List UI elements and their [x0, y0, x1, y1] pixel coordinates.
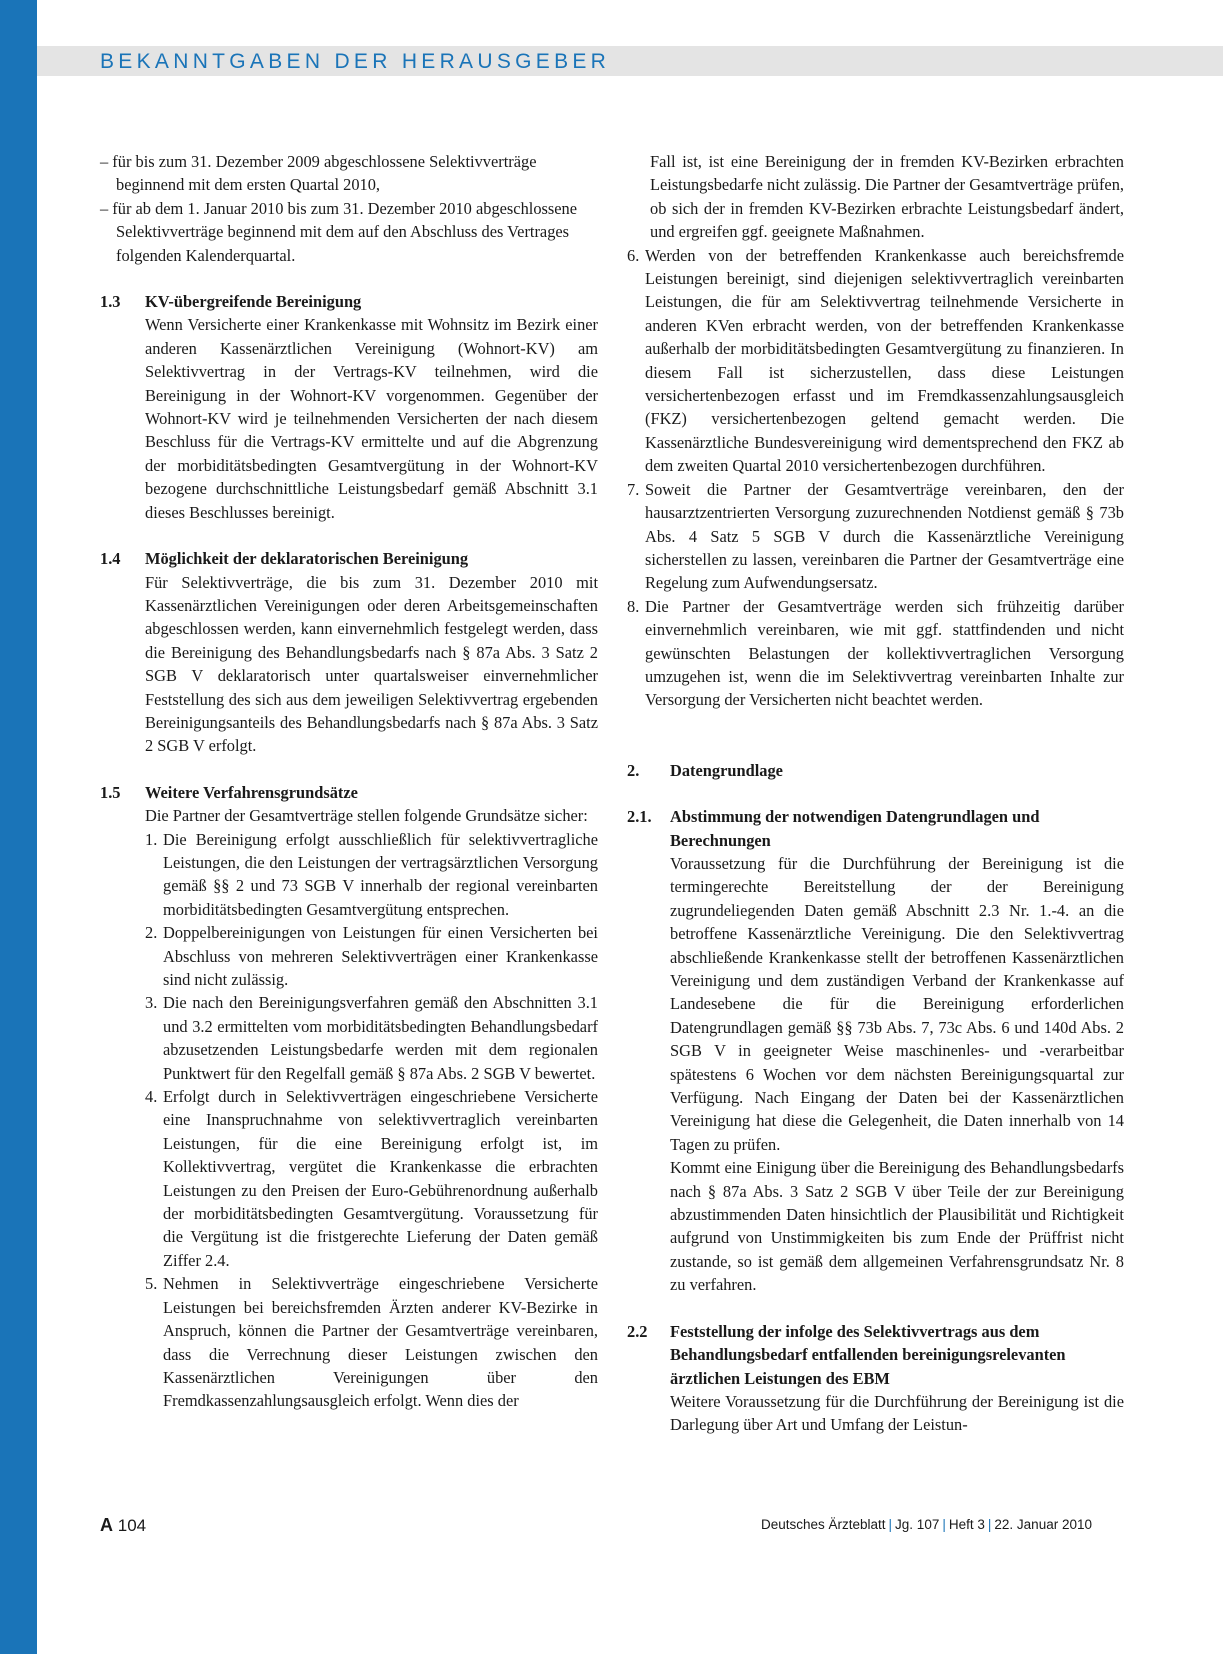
intro-item: – für bis zum 31. Dezember 2009 abgeschlossene Selektivverträge beginnend mit dem ersten Quartal 2010,	[100, 152, 537, 195]
section-number: 1.4	[100, 549, 121, 569]
list-item: 2. Doppelbereinigungen von Leistungen für einen Versicherten bei Abschluss von mehreren Selektivverträgen einer Krankenkasse sind nicht zulässig.	[145, 923, 598, 989]
section-number: 2.	[627, 760, 640, 780]
numbered-list	[627, 244, 1124, 712]
section-text: Kommt eine Einigung über die Bereinigung des Behandlungsbedarfs nach § 87a Abs. 3 Satz 2 SGB V über Teile der zur Bereinigung abzustimmenden Daten hinsichtlich der Plausibilität und Richtigkeit aufgrund von Unstimmigkeiten bis zum Ende der Prüffrist nicht zustande, so ist gemäß dem allgemeinen Verfahrensgrundsatz Nr. 8 zu verfahren.	[670, 1158, 1124, 1295]
journal-name: Deutsches Ärzteblatt	[760, 1517, 886, 1532]
journal-info	[761, 1514, 1092, 1536]
section-title: KV-übergreifende Bereinigung	[145, 292, 362, 312]
page-letter: A	[100, 1515, 113, 1535]
journal-volume: Jg. 107	[895, 1517, 940, 1532]
section-heading	[100, 781, 598, 804]
section-number: 1.3	[100, 292, 121, 312]
section-number: 2.1.	[627, 807, 652, 827]
section-text: Voraussetzung für die Durchführung der Bereinigung ist die termingerechte Bereitstellung der der Bereinigung zugrundeliegenden Daten gemäß Abschnitt 2.3 Nr. 1.-4. an die betroffene Kassenärztliche Vereinigung. Die den Selektivvertrag abschließende Krankenkasse stellt der betroffenen Kassenärztlichen Vereinigung und dem zuständigen Verband der Krankenkasse auf Landesebene die für die Bereinigung erforderlichen Datengrundlagen gemäß §§ 73b Abs. 7, 73c Abs. 6 und 140d Abs. 2 SGB V in geeigneter Weise maschinenles- und -verarbeitbar spätestens 6 Wochen vor dem nächsten Bereinigungsquartal zur Verfügung. Nach Eingang der Daten bei der Kassenärztlichen Vereinigung hat diese die Gelegenheit, die Daten innerhalb von 14 Tagen zu prüfen.	[670, 853, 1124, 1154]
journal-issue: Heft 3	[948, 1517, 985, 1532]
section-text: Wenn Versicherte einer Krankenkasse mit Wohnsitz im Bezirk einer anderen Kassenärztlichen Vereinigung (Wohnort-KV) am Selektivvertrag in der Vertrags-KV teilnehmen, wird die Bereinigung in der Wohnort-KV vorgenommen. Gegenüber der Wohnort-KV wird je teilnehmenden Versicherten der nach diesem Beschluss für die Vertrags-KV ermittelte und auf die Abgrenzung der morbiditätsbedingten Gesamtvergütung in der Wohnort-KV bezogene durchschnittliche Leistungsbedarf gemäß Abschnitt 3.1 dieses Beschlusses bereinigt.	[145, 315, 598, 522]
continued-list-item-text: Fall ist, ist eine Bereinigung der in fremden KV-Bezirken erbrachten Leistungsbedarfe nicht zulässig. Die Partner der Gesamtverträge prüfen, ob sich der in fremden KV-Bezirken erbrachte Leistungsbedarf ändert, und ergreifen ggf. geeignete Maßnahmen.	[650, 152, 1124, 242]
section-1-4	[100, 547, 598, 758]
right-column	[627, 150, 1124, 1437]
left-column	[100, 150, 598, 1413]
separator: |	[987, 1517, 992, 1532]
list-item: 5. Nehmen in Selektivverträge eingeschriebene Versicherte Leistungen bei bereichsfremden Ärzten anderer KV-Bezirke in Anspruch, können die Partner der Gesamtverträge vereinbaren, dass die Verrechnung dieser Leistungen zwischen den Kassenärztlichen Vereinigungen über den Fremdkassenzahlungsausgleich erfolgt. Wenn dies der	[145, 1274, 598, 1411]
section-text: Weitere Voraussetzung für die Durchführung der Bereinigung ist die Darlegung über Art und Umfang der Leistun-	[670, 1391, 1124, 1435]
section-text: Für Selektivverträge, die bis zum 31. Dezember 2010 mit Kassenärztlichen Vereinigungen oder deren Arbeitsgemeinschaften abgeschlossen werden, kann einvernehmlich festgelegt werden, dass die Bereinigung des Behandlungsbedarfs nach § 87a Abs. 3 Satz 2 SGB V deklaratorisch unter quartalsweiser einvernehmlicher Feststellung des sich aus dem jeweiligen Selektivvertrag ergebenden Bereinigungsanteils des Behandlungsbedarfs nach § 87a Abs. 3 Satz 2 SGB V erfolgt.	[145, 572, 598, 756]
list-item: 4. Erfolgt durch in Selektivverträgen eingeschriebene Versicherte eine Inanspruchnahme von selektivvertraglich vereinbarten Leistungen, für die eine Bereinigung erfolgt ist, im Kollektivvertrag, vergütet die Krankenkasse die erbrachten Leistungen zu den Preisen der Euro-Gebührenordnung außerhalb der morbiditätsbedingten Gesamtvergütung. Voraussetzung für die Vergütung ist die fristgerechte Lieferung der Daten gemäß Ziffer 2.4.	[145, 1087, 598, 1270]
page-number-value: 104	[117, 1516, 147, 1535]
page-side-bar	[0, 0, 37, 1654]
section-header-title: BEKANNTGABEN DER HERAUSGEBER	[100, 50, 611, 73]
section-2-2	[627, 1320, 1124, 1437]
section-text: Die Partner der Gesamtverträge stellen folgende Grundsätze sicher:	[145, 806, 588, 826]
section-heading	[627, 759, 1124, 782]
separator: |	[888, 1517, 893, 1532]
list-item: 6. Werden von der betreffenden Krankenkasse auch bereichsfremde Leistungen bereinigt, sind diejenigen selektivvertraglich vereinbarten Leistungen, die für am Selektivvertrag teilnehmende Versicherte in anderen KVen erbracht werden, von der betreffenden Krankenkasse außerhalb der morbiditätsbedingten Gesamtvergütung zu finanzieren. In diesem Fall ist sicherzustellen, dass diese Leistungen versichertenbezogen erfasst und im Fremdkassenzahlungsausgleich (FKZ) versichertenbezogen geltend gemacht werden. Die Kassenärztliche Bundesvereinigung wird dementsprechend den FKZ ab dem zweiten Quartal 2010 versichertenbezogen durchführen.	[627, 245, 1124, 476]
intro-item: – für ab dem 1. Januar 2010 bis zum 31. Dezember 2010 abgeschlossene Selektivverträge beginnend mit dem auf den Abschluss des Vertrages folgenden Kalenderquartal.	[100, 198, 578, 265]
list-item: 7. Soweit die Partner der Gesamtverträge vereinbaren, den der hausarztzentrierten Versorgung zuzurechnenden Notdienst gemäß § 73b Abs. 4 Satz 5 SGB V durch die Kassenärztliche Vereinigung sicherstellen zu lassen, vereinbaren die Partner der Gesamtverträge eine Regelung zum Aufwendungsersatz.	[627, 479, 1124, 593]
section-1-5	[100, 781, 598, 1413]
list-item: 1. Die Bereinigung erfolgt ausschließlich für selektivvertragliche Leistungen, die den Leistungen der vertragsärztlichen Versorgung gemäß §§ 2 und 73 SGB V innerhalb der regional vereinbarten morbiditätsbedingten Gesamtvergütung entsprechen.	[145, 829, 598, 919]
list-item: 8. Die Partner der Gesamtverträge werden sich frühzeitig darüber einvernehmlich vereinbaren, wie mit ggf. stattfindenden und nicht gewünschten Belastungen der kollektivvertraglichen Versorgung umzugehen ist, wenn die im Selektivvertrag vereinbarten Inhalte zur Versorgung der Versicherten nicht beachtet werden.	[627, 596, 1124, 710]
section-heading	[627, 1320, 1124, 1390]
separator: |	[942, 1517, 946, 1532]
numbered-list	[145, 828, 598, 1413]
section-title: Abstimmung der notwendigen Datengrundlagen und Berechnungen	[670, 807, 1040, 850]
section-title: Weitere Verfahrensgrundsätze	[145, 782, 358, 802]
intro-list	[100, 150, 598, 267]
section-title: Möglichkeit der deklaratorischen Bereinigung	[145, 549, 469, 569]
page-number	[100, 1514, 146, 1537]
section-2	[627, 759, 1124, 782]
section-number: 1.5	[100, 782, 121, 802]
section-heading	[100, 290, 598, 313]
list-item: 3. Die nach den Bereinigungsverfahren gemäß den Abschnitten 3.1 und 3.2 ermittelten vom morbiditätsbedingten Behandlungsbedarf abzusetzenden Leistungsbedarfe werden mit dem regionalen Punktwert für den Regelfall gemäß § 87a Abs. 2 SGB V bewertet.	[145, 993, 598, 1083]
section-heading	[627, 805, 1124, 852]
section-title: Feststellung der infolge des Selektivvertrags aus dem Behandlungsbedarf entfallenden bereinigungsrelevanten ärztlichen Leistungen des EBM	[670, 1321, 1066, 1388]
section-heading	[100, 547, 598, 570]
section-1-3	[100, 290, 598, 524]
section-2-1	[627, 805, 1124, 1297]
section-number: 2.2	[627, 1321, 648, 1341]
journal-date: 22. Januar 2010	[994, 1517, 1092, 1532]
section-title: Datengrundlage	[670, 760, 783, 780]
